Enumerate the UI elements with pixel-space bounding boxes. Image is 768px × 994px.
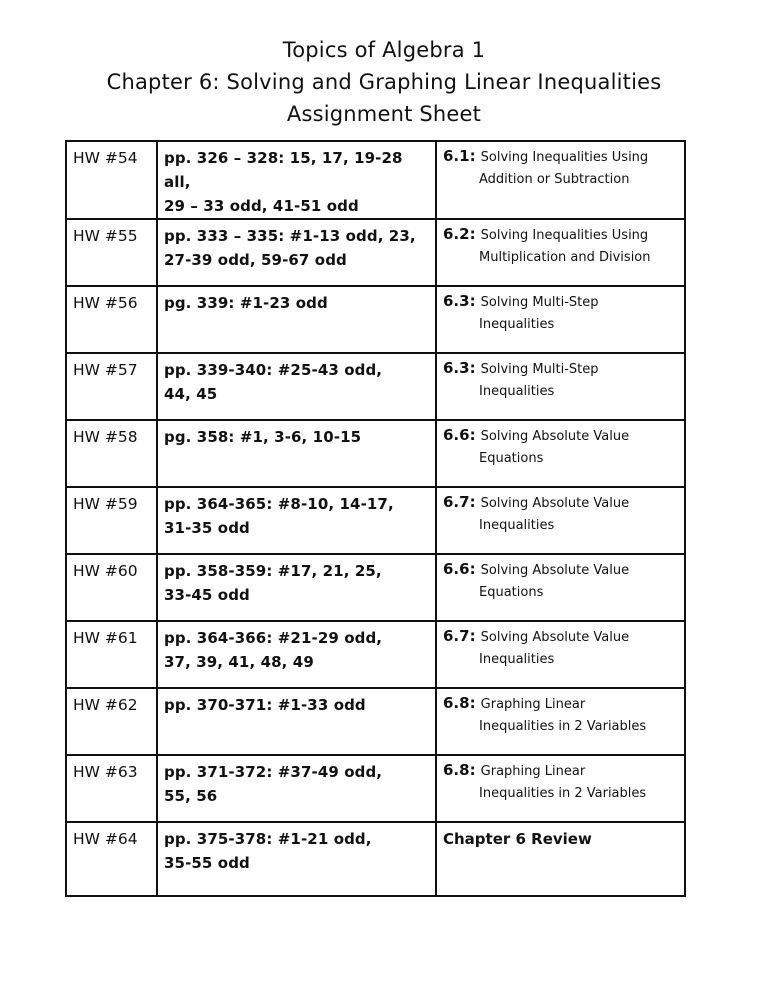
topic-line-1: Solving Absolute Value: [480, 563, 630, 578]
topic-line-2: Inequalities: [479, 518, 555, 533]
pages-cell: [157, 219, 436, 286]
topic-cell: [436, 621, 685, 688]
topic-line-2: Inequalities: [479, 652, 555, 667]
table-row: [66, 219, 685, 286]
hw-number: HW #62: [73, 696, 138, 714]
topic-cell: [436, 487, 685, 554]
pages-line-1: pp. 364-365: #8-10, 14-17,: [164, 495, 394, 513]
topic-line-1: Graphing Linear: [480, 764, 586, 779]
assignment-table: [65, 140, 686, 897]
pages-line-1: pp. 326 – 328: 15, 17, 19-28 all,: [164, 149, 403, 191]
pages-line-2: 55, 56: [164, 787, 218, 805]
hw-number-cell: [66, 621, 157, 688]
table-row: [66, 822, 685, 896]
pages-line-2: 29 – 33 odd, 41-51 odd: [164, 197, 359, 215]
hw-number: HW #64: [73, 830, 138, 848]
table-row: [66, 554, 685, 621]
topic-cell: [436, 286, 685, 353]
pages-line-2: 37, 39, 41, 48, 49: [164, 653, 314, 671]
table-row: [66, 286, 685, 353]
pages-line-2: 27-39 odd, 59-67 odd: [164, 251, 347, 269]
pages-line-2: 35-55 odd: [164, 854, 250, 872]
topic-line-2: Inequalities in 2 Variables: [479, 719, 647, 734]
hw-number-cell: [66, 755, 157, 822]
section-number: 6.2:: [443, 225, 476, 243]
pages-line-1: pp. 375-378: #1-21 odd,: [164, 830, 372, 848]
pages-cell: [157, 353, 436, 420]
hw-number-cell: [66, 487, 157, 554]
pages-cell: [157, 822, 436, 896]
hw-number-cell: [66, 219, 157, 286]
section-number: 6.3:: [443, 359, 476, 377]
pages-line-1: pp. 364-366: #21-29 odd,: [164, 629, 383, 647]
topic-line-2: Multiplication and Division: [479, 250, 651, 265]
hw-number: HW #63: [73, 763, 138, 781]
hw-number-cell: [66, 420, 157, 487]
table-row: [66, 688, 685, 755]
topic-line-1: Solving Absolute Value: [480, 630, 630, 645]
hw-number-cell: [66, 822, 157, 896]
section-number: 6.6:: [443, 426, 476, 444]
topic-line-1: Solving Inequalities Using: [480, 150, 649, 165]
pages-line-1: pp. 358-359: #17, 21, 25,: [164, 562, 382, 580]
hw-number: HW #58: [73, 428, 138, 446]
topic-line-2: Inequalities in 2 Variables: [479, 786, 647, 801]
table-row: [66, 353, 685, 420]
pages-line-1: pg. 358: #1, 3-6, 10-15: [164, 428, 362, 446]
topic-cell: [436, 755, 685, 822]
course-title: Topics of Algebra 1: [282, 38, 486, 62]
pages-line-2: 33-45 odd: [164, 586, 250, 604]
hw-number: HW #60: [73, 562, 138, 580]
section-number: 6.7:: [443, 627, 476, 645]
pages-line-2: 44, 45: [164, 385, 218, 403]
topic-cell: [436, 822, 685, 896]
topic-line-2: Equations: [479, 451, 544, 466]
pages-cell: [157, 688, 436, 755]
topic-cell: [436, 141, 685, 219]
topic-line-2: Equations: [479, 585, 544, 600]
topic-line-1: Solving Absolute Value: [480, 496, 630, 511]
chapter-review-label: Chapter 6 Review: [443, 830, 592, 848]
topic-line-1: Solving Inequalities Using: [480, 228, 649, 243]
hw-number: HW #55: [73, 227, 138, 245]
hw-number-cell: [66, 353, 157, 420]
topic-cell: [436, 219, 685, 286]
topic-line-1: Solving Multi-Step: [480, 362, 599, 377]
table-row: [66, 420, 685, 487]
topic-line-2: Inequalities: [479, 384, 555, 399]
section-number: 6.8:: [443, 761, 476, 779]
section-number: 6.7:: [443, 493, 476, 511]
pages-line-1: pp. 370-371: #1-33 odd: [164, 696, 366, 714]
hw-number: HW #57: [73, 361, 138, 379]
hw-number-cell: [66, 554, 157, 621]
section-number: 6.1:: [443, 147, 476, 165]
topic-line-1: Graphing Linear: [480, 697, 586, 712]
pages-cell: [157, 554, 436, 621]
topic-line-1: Solving Absolute Value: [480, 429, 630, 444]
hw-number: HW #56: [73, 294, 138, 312]
table-row: [66, 621, 685, 688]
hw-number: HW #54: [73, 149, 138, 167]
pages-line-1: pp. 371-372: #37-49 odd,: [164, 763, 383, 781]
pages-line-1: pp. 333 – 335: #1-13 odd, 23,: [164, 227, 416, 245]
chapter-title: Chapter 6: Solving and Graphing Linear Inequalities: [106, 70, 662, 94]
topic-line-2: Addition or Subtraction: [479, 172, 630, 187]
pages-cell: [157, 755, 436, 822]
table-row: [66, 755, 685, 822]
pages-cell: [157, 621, 436, 688]
pages-line-2: 31-35 odd: [164, 519, 250, 537]
topic-line-1: Solving Multi-Step: [480, 295, 599, 310]
section-number: 6.6:: [443, 560, 476, 578]
hw-number-cell: [66, 286, 157, 353]
pages-cell: [157, 420, 436, 487]
topic-line-2: Inequalities: [479, 317, 555, 332]
hw-number-cell: [66, 141, 157, 219]
pages-cell: [157, 286, 436, 353]
pages-line-1: pp. 339-340: #25-43 odd,: [164, 361, 383, 379]
topic-cell: [436, 554, 685, 621]
topic-cell: [436, 420, 685, 487]
hw-number: HW #61: [73, 629, 138, 647]
pages-line-1: pg. 339: #1-23 odd: [164, 294, 328, 312]
table-row: [66, 487, 685, 554]
hw-number-cell: [66, 688, 157, 755]
hw-number: HW #59: [73, 495, 138, 513]
table-row: [66, 141, 685, 219]
section-number: 6.3:: [443, 292, 476, 310]
pages-cell: [157, 141, 436, 219]
pages-cell: [157, 487, 436, 554]
page-header: [0, 34, 768, 130]
section-number: 6.8:: [443, 694, 476, 712]
sheet-title: Assignment Sheet: [286, 102, 482, 126]
topic-cell: [436, 688, 685, 755]
topic-cell: [436, 353, 685, 420]
